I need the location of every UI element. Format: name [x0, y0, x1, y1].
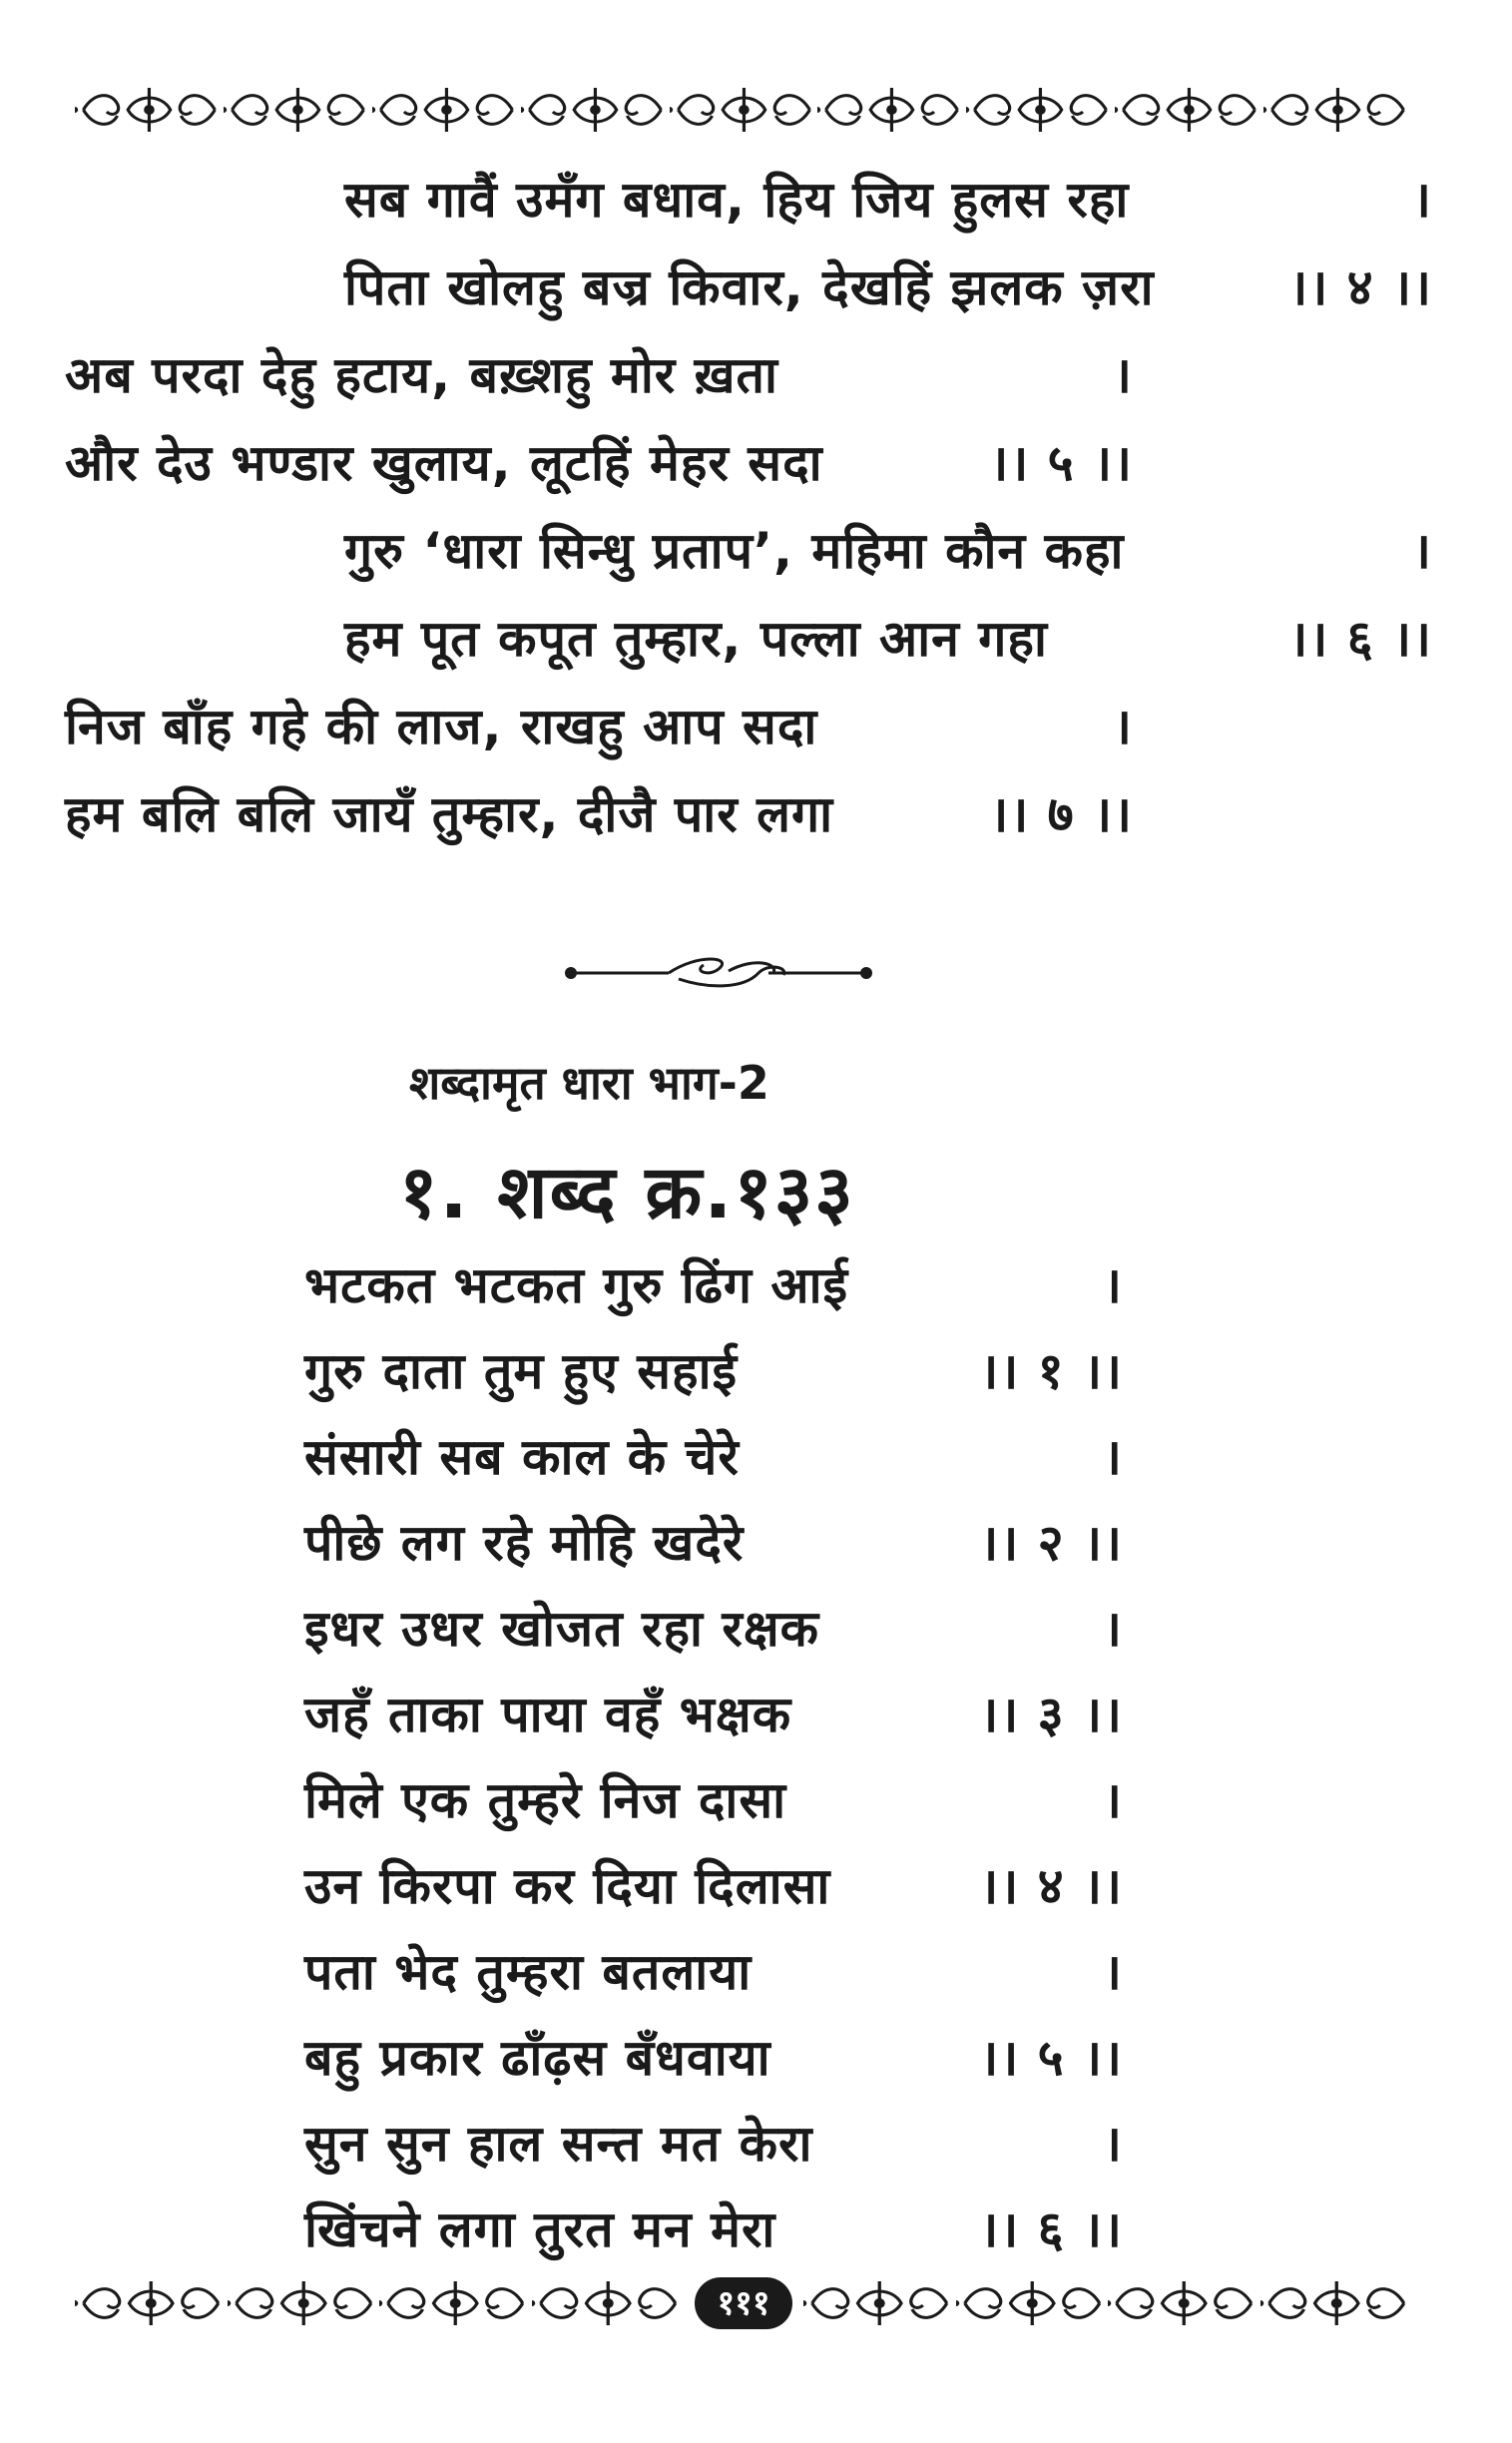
verse-mark: ।। २ ।।	[979, 1514, 1123, 1572]
verse-text: बहु प्रकार ढाँढ़स बँधवाया	[304, 2029, 771, 2087]
verse-text: हम बलि बलि जायँ तुम्हार, दीजै पार लगा	[65, 785, 834, 843]
ornament-icon	[966, 82, 1115, 138]
verse-text: जहँ ताका पाया वहँ भक्षक	[304, 1686, 792, 1743]
verse-mark: ।	[1103, 1943, 1123, 2001]
verse-text: उन किरपा कर दिया दिलासा	[304, 1857, 831, 1915]
ornament-icon	[1108, 2275, 1260, 2331]
verse-mark: ।	[1103, 1771, 1123, 1829]
verse-mark: ।	[1103, 2115, 1123, 2173]
verse-line	[344, 516, 1432, 586]
verse-text: इधर उधर खोजत रहा रक्षक	[304, 1600, 820, 1658]
verse-line	[304, 1422, 1123, 1492]
verse-text: पता भेद तुम्हरा बतलाया	[304, 1943, 753, 2001]
verse-text: भटकत भटकत गुरु ढिंग आई	[304, 1256, 849, 1314]
ornament-icon	[532, 2275, 685, 2331]
ornament-icon	[224, 82, 372, 138]
shabd-title: १. शब्द क्र.१३३	[399, 1150, 855, 1235]
verse-mark: ।	[1103, 1256, 1123, 1314]
verse-line	[304, 2023, 1123, 2093]
verse-line	[304, 1508, 1123, 1578]
verse-line	[304, 1851, 1123, 1921]
verse-text: हम पूत कपूत तुम्हार, पल्ला आन गहा	[344, 610, 1048, 668]
ornament-icon	[75, 2275, 228, 2331]
verse-text: और देउ भण्डार खुलाय, लूटहिं मेहर सदा	[65, 434, 823, 492]
ornament-icon	[803, 2275, 956, 2331]
verse-text: गुरु दाता तुम हुए सहाई	[304, 1342, 739, 1400]
ornament-icon	[670, 82, 818, 138]
verse-text: सब गावैं उमँग बधाव, हिय जिय हुलस रहा	[344, 171, 1130, 229]
verse-mark: ।। ६ ।।	[979, 2200, 1123, 2258]
page-number: १११	[695, 2277, 791, 2329]
verse-text: गुरु ‘धारा सिन्धु प्रताप’, महिमा कौन कहा	[344, 522, 1125, 580]
ornament-icon	[75, 82, 224, 138]
verse-mark: ।। ४ ।।	[979, 1857, 1123, 1915]
verse-line	[304, 2195, 1123, 2264]
verse-text: खिंचने लगा तुरत मन मेरा	[304, 2200, 776, 2258]
ornament-icon	[817, 82, 966, 138]
ornament-icon	[521, 82, 670, 138]
section-label: शब्दामृत धारा भाग-2	[409, 1056, 769, 1110]
divider-ornament-icon	[559, 943, 878, 1003]
ornament-icon	[1115, 82, 1263, 138]
verse-line	[344, 165, 1432, 235]
verse-line	[304, 1937, 1123, 2007]
ornament-icon	[956, 2275, 1109, 2331]
verse-line	[65, 779, 1133, 849]
verse-mark: ।	[1412, 171, 1432, 229]
bottom-ornamental-border	[75, 2275, 1412, 2331]
page-number-badge	[684, 2277, 803, 2329]
top-ornamental-border	[75, 82, 1412, 138]
verse-text: निज बाँह गहे की लाज, राखहु आप सदा	[65, 698, 818, 755]
verse-text: संसारी सब काल के चेरे	[304, 1428, 740, 1486]
verse-mark: ।। ६ ।।	[1288, 610, 1432, 668]
verse-line	[304, 1336, 1123, 1406]
verse-mark: ।। ४ ।।	[1288, 258, 1432, 316]
verse-line	[65, 692, 1133, 761]
verse-line	[65, 340, 1133, 410]
verse-line	[344, 604, 1432, 674]
verse-line	[304, 2109, 1123, 2179]
verse-mark: ।	[1103, 1428, 1123, 1486]
verse-text: मिले एक तुम्हरे निज दासा	[304, 1771, 787, 1829]
ornament-icon	[1263, 82, 1412, 138]
verse-mark: ।। ५ ।।	[979, 2029, 1123, 2087]
ornament-icon	[1260, 2275, 1413, 2331]
verse-text: पिता खोलहु बज्र किवार, देखहिं झलक ज़रा	[344, 258, 1155, 316]
verse-mark: ।। ७ ।।	[989, 785, 1133, 843]
verse-text: पीछे लग रहे मोहि खदेरे	[304, 1514, 745, 1572]
verse-line	[344, 252, 1432, 322]
verse-mark: ।। १ ।।	[979, 1342, 1123, 1400]
verse-mark: ।	[1113, 698, 1133, 755]
verse-text: अब परदा देहु हटाय, बख़्शहु मोर ख़ता	[65, 346, 778, 404]
verse-mark: ।। ३ ।।	[979, 1686, 1123, 1743]
verse-mark: ।	[1103, 1600, 1123, 1658]
verse-mark: ।	[1412, 522, 1432, 580]
ornament-icon	[372, 82, 521, 138]
verse-mark: ।। ५ ।।	[989, 434, 1133, 492]
verse-line	[304, 1765, 1123, 1835]
verse-mark: ।	[1113, 346, 1133, 404]
verse-line	[304, 1594, 1123, 1664]
verse-line	[304, 1680, 1123, 1749]
verse-line	[304, 1250, 1123, 1320]
verse-line	[65, 428, 1133, 498]
ornament-icon	[379, 2275, 532, 2331]
verse-text: सुन सुन हाल सन्त मत केरा	[304, 2115, 813, 2173]
ornament-icon	[228, 2275, 380, 2331]
